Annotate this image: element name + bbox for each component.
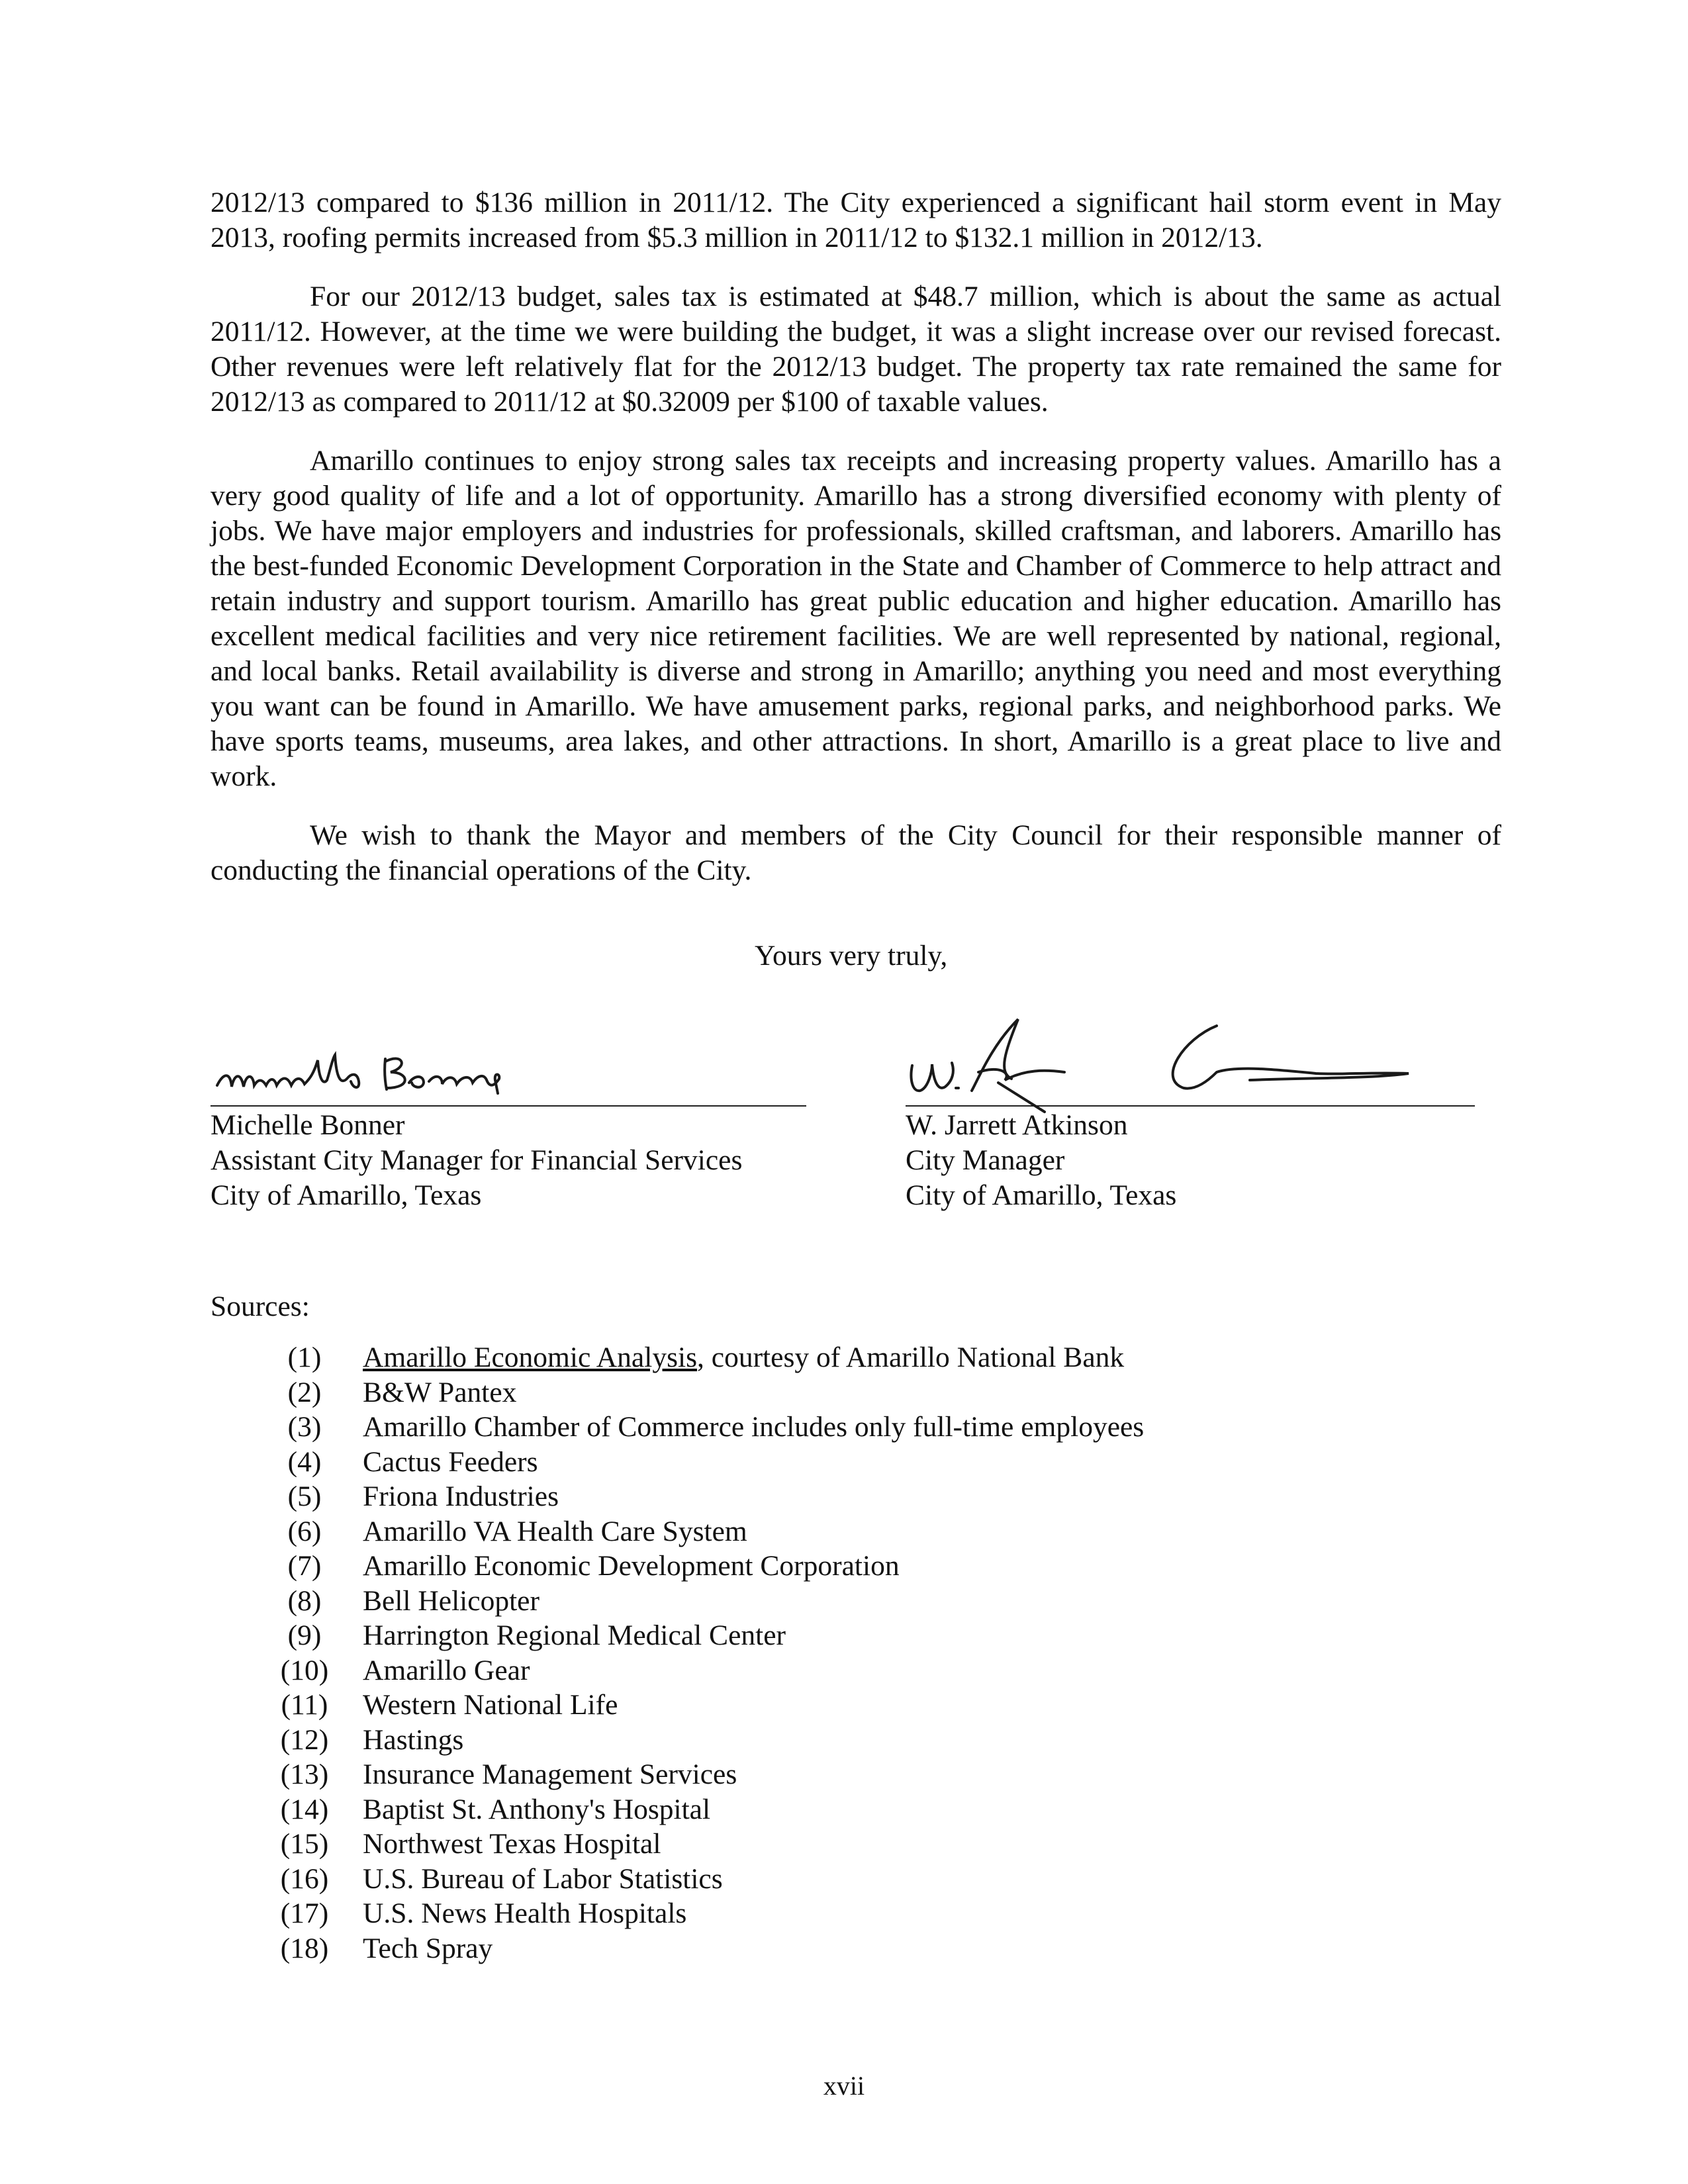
source-text: Insurance Management Services: [363, 1758, 737, 1790]
sources-list: [238, 1340, 1144, 1966]
paragraph-amarillo-quality: Amarillo continues to enjoy strong sales tax receipts and increasing property values. Amarillo has a very good quality of life and a lot of opportunity. Amarillo has a strong diversified economy with plenty of jobs. We have major employers and industries for professionals, skilled craftsman, and laborers. Amarillo has the best-funded Economic Development Corporation in the State and Chamber of Commerce to help attract and retain industry and support tourism. Amarillo has great public education and higher education. Amarillo has excellent medical facilities and very nice retirement facilities. We are well represented by national, regional, and local banks. Retail availability is diverse and strong in Amarillo; anything you need and most everything you want can be found in Amarillo. We have amusement parks, regional parks, and neighborhood parks. We have sports teams, museums, area lakes, and other attractions. In short, Amarillo is a great place to live and work.: [211, 445, 1501, 792]
source-text: U.S. Bureau of Labor Statistics: [363, 1862, 723, 1895]
handwritten-signature-bonner-icon: [211, 1032, 753, 1105]
sources-heading: Sources:: [211, 1291, 310, 1322]
source-number: (14): [280, 1793, 329, 1825]
source-text: U.S. News Health Hospitals: [363, 1897, 687, 1929]
list-item: [238, 1688, 1144, 1723]
list-item: [238, 1792, 1144, 1827]
list-item: [238, 1896, 1144, 1931]
source-number: (13): [280, 1758, 329, 1790]
signatory-org: City of Amarillo, Texas: [211, 1179, 482, 1211]
list-item: [238, 1479, 1144, 1514]
source-text: Hastings: [363, 1723, 464, 1756]
source-text: Amarillo VA Health Care System: [363, 1515, 747, 1547]
letter-body: [211, 185, 1501, 912]
list-item: [238, 1618, 1144, 1653]
source-text: Tech Spray: [363, 1932, 493, 1964]
source-text: Cactus Feeders: [363, 1445, 538, 1478]
signature-bonner: [211, 1032, 806, 1105]
signatory-title: Assistant City Manager for Financial Services: [211, 1144, 743, 1176]
signature-atkinson: [906, 1032, 1475, 1105]
list-item: [238, 1723, 1144, 1758]
source-number: (6): [287, 1515, 322, 1547]
source-text: Friona Industries: [363, 1480, 559, 1512]
list-item: [238, 1827, 1144, 1862]
source-number: (7): [287, 1550, 322, 1582]
list-item: [238, 1931, 1144, 1966]
source-number: (5): [287, 1480, 322, 1512]
source-number: (4): [287, 1445, 322, 1478]
source-title-link: Amarillo Economic Analysis: [363, 1342, 698, 1373]
signature-line: [211, 1105, 806, 1107]
signatory-title: City Manager: [906, 1144, 1065, 1176]
handwritten-signature-atkinson-icon: [906, 1006, 1475, 1105]
signatory-name: W. Jarrett Atkinson: [906, 1109, 1128, 1141]
source-number: (18): [280, 1932, 329, 1964]
list-item: [238, 1653, 1144, 1688]
source-number: (1): [287, 1342, 322, 1373]
signature-block-bonner: [211, 1032, 806, 1213]
source-text: Harrington Regional Medical Center: [363, 1619, 786, 1651]
list-item: [238, 1757, 1144, 1792]
signatory-name: Michelle Bonner: [211, 1109, 405, 1141]
source-text: Amarillo Gear: [363, 1654, 530, 1686]
source-text: Western National Life: [363, 1689, 618, 1721]
source-credit: , courtesy of Amarillo National Bank: [697, 1342, 1125, 1373]
source-text: Baptist St. Anthony's Hospital: [363, 1793, 711, 1825]
list-item: [238, 1514, 1144, 1549]
source-text: Bell Helicopter: [363, 1584, 539, 1617]
paragraph-budget: For our 2012/13 budget, sales tax is estimated at $48.7 million, which is about the same as actual 2011/12. However, at the time we were building the budget, it was a slight increase over our revised forecast. Other revenues were left relatively flat for the 2012/13 budget. The property tax rate remained the same for 2012/13 as compared to 2011/12 at $0.32009 per $100 of taxable values.: [211, 281, 1501, 418]
source-number: (8): [287, 1584, 322, 1617]
source-number: (2): [287, 1376, 322, 1408]
signature-line: [906, 1105, 1475, 1107]
list-item: [238, 1445, 1144, 1480]
source-number: (11): [281, 1689, 328, 1721]
list-item: [238, 1340, 1144, 1375]
source-number: (17): [280, 1897, 329, 1929]
closing-salutation: Yours very truly,: [755, 940, 948, 972]
list-item: [238, 1584, 1144, 1619]
list-item: [238, 1549, 1144, 1584]
source-text: Amarillo Economic Development Corporation: [363, 1550, 900, 1582]
list-item: [238, 1862, 1144, 1897]
list-item: [238, 1375, 1144, 1410]
source-text: B&W Pantex: [363, 1376, 517, 1408]
source-number: (12): [280, 1723, 329, 1756]
paragraph-thanks: We wish to thank the Mayor and members of the City Council for their responsible manner of conducting the financial operations of the City.: [211, 819, 1501, 886]
source-text: Amarillo Chamber of Commerce includes only full-time employees: [363, 1411, 1145, 1443]
source-text: Northwest Texas Hospital: [363, 1828, 661, 1860]
list-item: [238, 1410, 1144, 1445]
signature-block-atkinson: [906, 1032, 1475, 1213]
source-number: (9): [287, 1619, 322, 1651]
source-number: (10): [280, 1654, 329, 1686]
paragraph-property-values: 2012/13 compared to $136 million in 2011/12. The City experienced a significant hail storm event in May 2013, roofing permits increased from $5.3 million in 2011/12 to $132.1 million in 2012/13.: [211, 187, 1501, 253]
source-number: (16): [280, 1862, 329, 1895]
source-number: (3): [287, 1411, 322, 1443]
signatory-org: City of Amarillo, Texas: [906, 1179, 1177, 1211]
source-number: (15): [280, 1828, 329, 1860]
page-number: xvii: [823, 2071, 865, 2101]
